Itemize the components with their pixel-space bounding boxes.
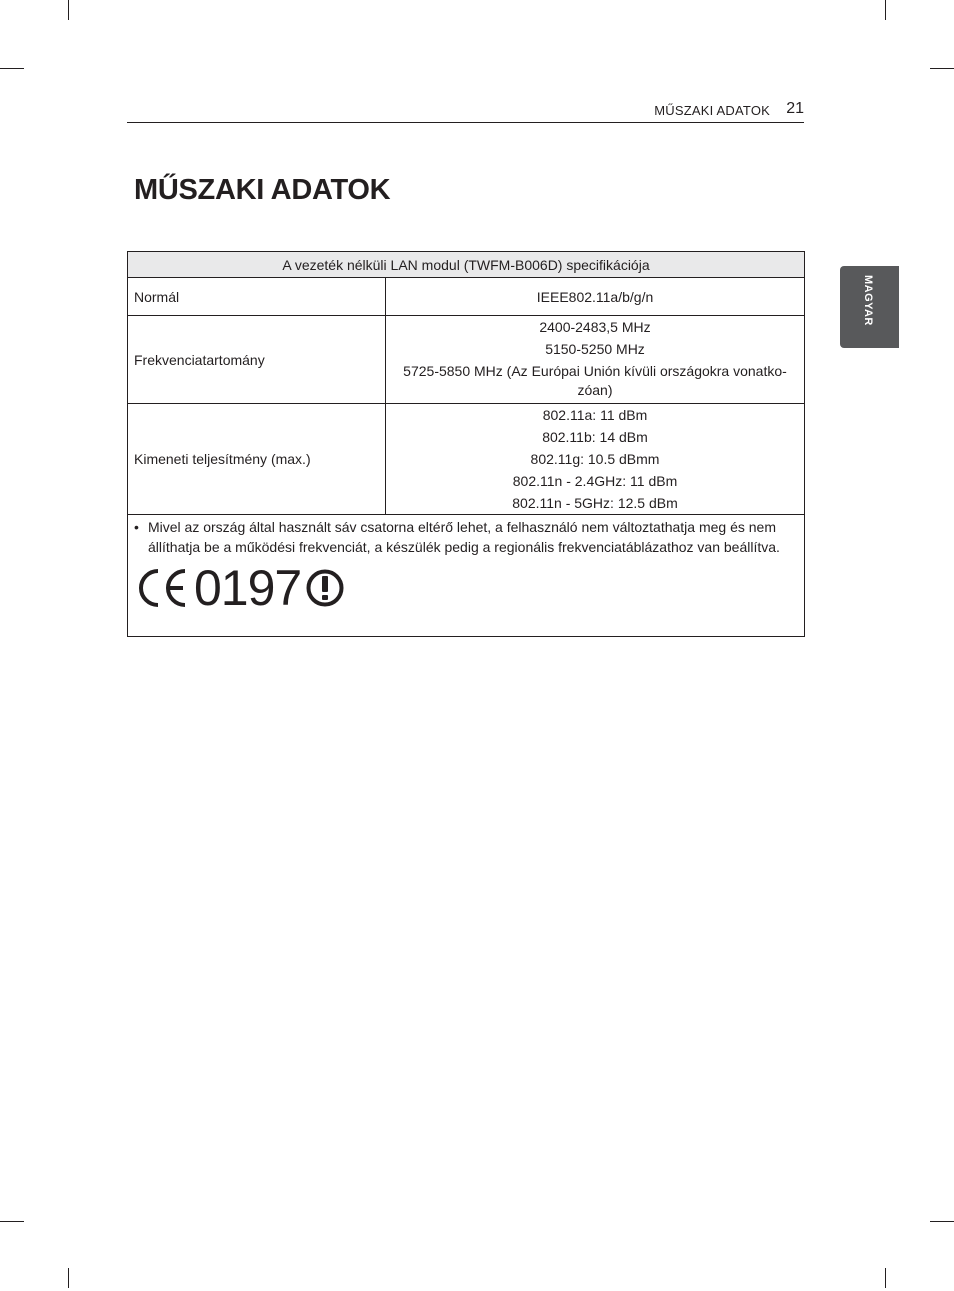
note-cell <box>128 515 805 637</box>
value-line: 5725-5850 MHz (Az Európai Unión kívüli országokra vonatko-zóan) <box>403 363 787 398</box>
ce-notified-body-number: 0197 <box>194 560 302 616</box>
crop-mark <box>68 1268 69 1288</box>
row-value-standard <box>386 278 805 316</box>
crop-mark <box>930 1221 954 1222</box>
ce-logo-icon <box>136 568 188 608</box>
header-section-title: MŰSZAKI ADATOK <box>654 103 770 118</box>
crop-mark <box>930 68 954 69</box>
value-line: 802.11a: 11 dBm <box>542 407 648 423</box>
spec-table <box>127 251 805 637</box>
table-row <box>128 404 805 515</box>
row-value-output-power <box>386 404 805 515</box>
crop-mark <box>0 1221 24 1222</box>
note-item <box>134 517 798 557</box>
table-row <box>128 316 805 404</box>
row-label-standard: Normál <box>128 278 386 316</box>
alert-circle-icon <box>305 568 345 608</box>
value-line: 802.11n - 2.4GHz: 11 dBm <box>512 473 678 489</box>
running-header <box>127 100 804 123</box>
bullet: • <box>134 519 139 535</box>
page-number: 21 <box>786 100 804 117</box>
crop-mark <box>0 68 24 69</box>
value-line: 5150-5250 MHz <box>545 341 645 357</box>
crop-mark <box>885 0 886 20</box>
value-line: 2400-2483,5 MHz <box>539 319 651 335</box>
page-title: MŰSZAKI ADATOK <box>134 174 391 206</box>
language-tab-label: MAGYAR <box>862 275 874 326</box>
value-line: IEEE802.11a/b/g/n <box>536 288 654 305</box>
row-label-frequency: Frekvenciatartomány <box>128 316 386 404</box>
language-tab <box>840 266 899 348</box>
crop-mark <box>885 1268 886 1288</box>
value-line: 802.11n - 5GHz: 12.5 dBm <box>512 495 678 511</box>
row-label-output-power: Kimeneti teljesítmény (max.) <box>128 404 386 515</box>
table-row <box>128 278 805 316</box>
crop-mark <box>68 0 69 20</box>
value-line: 802.11b: 14 dBm <box>542 429 648 445</box>
value-line: 802.11g: 10.5 dBmm <box>530 451 660 467</box>
note-text: Mivel az ország által használt sáv csatorna eltérő lehet, a felhasználó nem változtathatja meg és nem állíthatja be a működési frekvenciát, a készülék pedig a regionális frekvenciatáblázathoz van beállítva. <box>148 519 780 555</box>
ce-marking <box>136 560 345 616</box>
table-caption: A vezeték nélküli LAN modul (TWFM-B006D) specifikációja <box>128 252 805 278</box>
row-value-frequency <box>386 316 805 404</box>
